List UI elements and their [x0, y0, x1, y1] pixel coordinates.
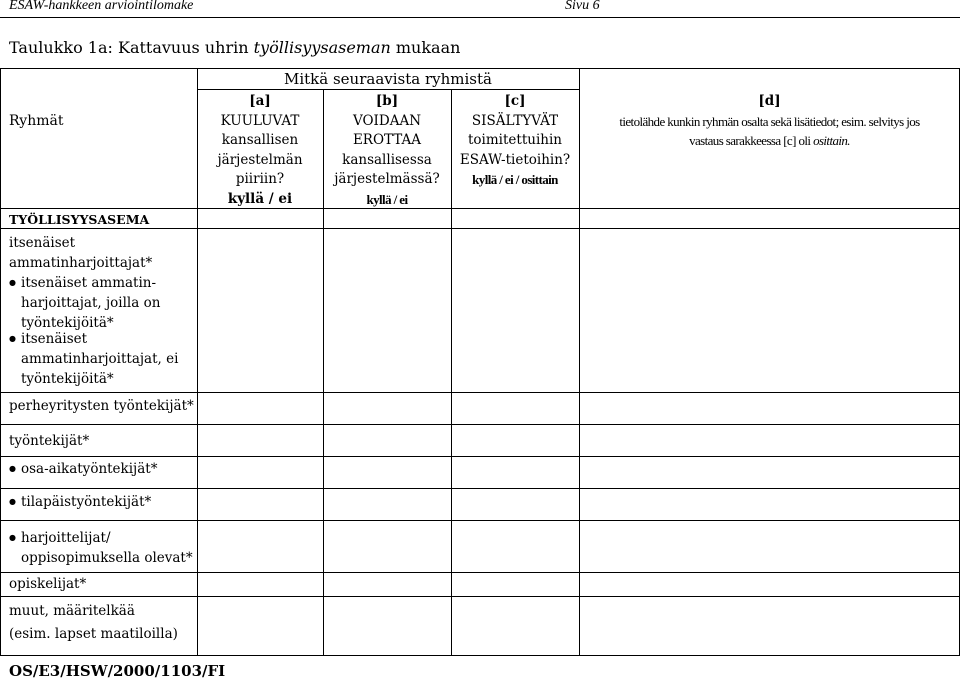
row-self-employed-without-employees: ● itsenäiset ammatinharjoittajat, ei työntekijöitä*: [9, 329, 178, 389]
column-d-header: [d] tietolähde kunkin ryhmän osalta sekä lisätiedot; esim. selvitys jos vastaus sarakkeessa [c] oli osittain.: [619, 93, 920, 148]
document-title: ESAW-hankkeen arviointilomake: [9, 0, 194, 13]
row-others: muut, määritelkää (esim. lapset maatiloilla): [9, 603, 178, 642]
page-number: Sivu 6: [565, 0, 600, 13]
row-self-employed-with-employees: ● itsenäiset ammatin- harjoittajat, joilla on työntekijöitä*: [9, 273, 160, 333]
span-header: Mitkä seuraavista ryhmistä: [284, 70, 492, 88]
section-heading: TYÖLLISYYSASEMA: [9, 212, 150, 227]
row-self-employed: itsenäiset ammatinharjoittajat*: [9, 235, 153, 271]
row-apprentices: ● harjoittelijat/ oppisopimuksella olevat*: [9, 528, 193, 568]
row-temporary: ● tilapäistyöntekijät*: [9, 492, 151, 512]
column-b-header: [b] VOIDAAN EROTTAA kansallisessa järjestelmässä? kyllä / ei: [334, 93, 440, 207]
row-family-workers: perheyritysten työntekijät*: [9, 398, 194, 414]
row-students: opiskelijat*: [9, 576, 87, 592]
column-c-header: [c] SISÄLTYVÄT toimitettuihin ESAW-tietoihin? kyllä / ei / osittain: [459, 93, 571, 187]
row-part-time: ● osa-aikatyöntekijät*: [9, 459, 157, 479]
column-a-header: [a] KUULUVAT kansallisen järjestelmän piiriin? kyllä / ei: [217, 93, 303, 207]
document-code: OS/E3/HSW/2000/1103/FI: [9, 662, 226, 680]
header-rule: [0, 17, 960, 18]
table-title: Taulukko 1a: Kattavuus uhrin työllisyysaseman mukaan: [9, 38, 461, 57]
row-employees: työntekijät*: [9, 433, 90, 449]
groups-column-header: Ryhmät: [9, 113, 64, 129]
